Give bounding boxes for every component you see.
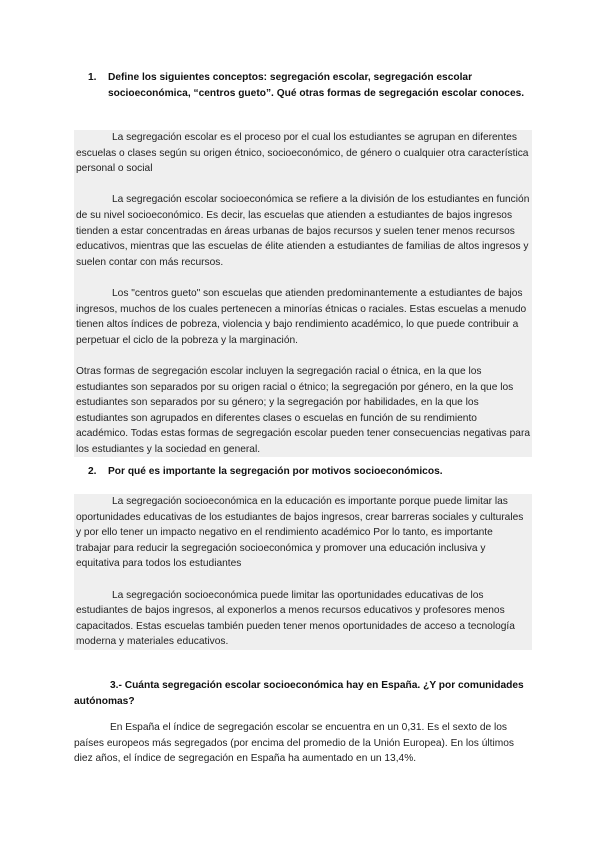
answer-2-highlight bbox=[74, 494, 532, 650]
question-2-text: Por qué es importante la segregación por motivos socioeconómicos. bbox=[108, 466, 443, 477]
answer-1-paragraph-4: Otras formas de segregación escolar incluyen la segregación racial o étnica, en la que los estudiantes son separados por su origen racial o étnico; la segregación por género, en la que los estudiantes son separados por su género; y la segregación por habilidades, en la que los estudiantes son agrupados en diferentes clases o escuelas en función de su rendimiento académico. Todas estas formas de segregación escolar pueden tener consecuencias negativas para los estudiantes y la sociedad en general. bbox=[76, 365, 530, 455]
question-1-number: 1. bbox=[88, 72, 97, 83]
answer-1-paragraph-1: La segregación escolar es el proceso por el cual los estudiantes se agrupan en diferentes escuelas o clases según su origen étnico, socioeconómico, de género o cualquier otra característica personal o social bbox=[76, 132, 529, 175]
question-1-text: Define los siguientes conceptos: segregación escolar, segregación escolar socioeconómica, “centros gueto”. Qué otras formas de segregación escolar conoces. bbox=[108, 72, 525, 99]
answer-1-paragraph-3: Los "centros gueto" son escuelas que atienden predominantemente a estudiantes de bajos ingresos, muchos de los cuales pertenecen a minorías étnicas o raciales. Estas escuelas a menudo tienen altos índices de pobreza, violencia y bajo rendimiento académico, lo que puede contribuir a perpetuar el ciclo de la pobreza y la marginación. bbox=[76, 287, 527, 346]
answer-1-highlight bbox=[74, 130, 532, 457]
answer-3-paragraph-1: En España el índice de segregación escolar se encuentra en un 0,31. Es el sexto de los países europeos más segregados (por encima del promedio de la Unión Europea). En los últimos diez años, el índice de segregación en España ha aumentado en un 13,4%. bbox=[74, 722, 515, 765]
question-3 bbox=[74, 678, 544, 710]
answer-3 bbox=[74, 720, 530, 767]
question-3-text: 3.- Cuánta segregación escolar socioeconómica hay en España. ¿Y por comunidades autónomas? bbox=[74, 680, 524, 707]
answer-2-paragraph-1: La segregación socioeconómica en la educación es importante porque puede limitar las oportunidades educativas de los estudiantes de bajos ingresos, crear barreras sociales y culturales y por ello tener un impacto negativo en el rendimiento académico Por lo tanto, es importante trabajar para reducir la segregación socioeconómica y promover una educación inclusiva y equitativa para todos los estudiantes bbox=[76, 496, 524, 570]
question-2-number: 2. bbox=[88, 466, 97, 477]
question-1 bbox=[90, 70, 530, 102]
answer-1-paragraph-2: La segregación escolar socioeconómica se refiere a la división de los estudiantes en función de su nivel socioeconómico. Es decir, las escuelas que atienden a estudiantes de bajos ingresos tienden a estar concentradas en áreas urbanas de bajos recursos y suelen tener menos recursos educativos, mientras que las escuelas de élite atienden a estudiantes de familias de altos ingresos y suelen contar con más recursos. bbox=[76, 194, 530, 268]
answer-2-paragraph-2: La segregación socioeconómica puede limitar las oportunidades educativas de los estudiantes de bajos ingresos, al exponerlos a menos recursos educativos y profesores menos capacitados. Estas escuelas también pueden tener menos oportunidades de acceso a tecnología moderna y materiales educativos. bbox=[76, 589, 515, 648]
question-2 bbox=[90, 464, 530, 480]
